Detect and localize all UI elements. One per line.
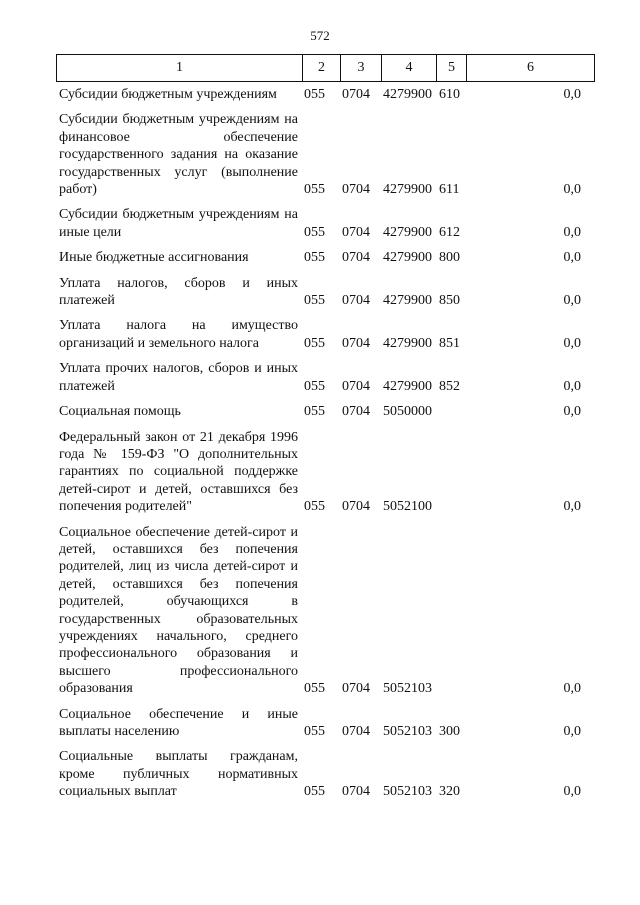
table-row [56, 275, 595, 310]
row-col-3: 0704 [342, 182, 370, 198]
row-name: Субсидии бюджетным учреждениям на финансовое обеспечение государственного задания на оказание государственных услуг (выполнение работ) [59, 112, 298, 198]
row-col-4: 4279900 [383, 182, 432, 198]
row-col-3: 0704 [342, 724, 370, 739]
row-col-2: 055 [304, 182, 325, 198]
header-col-3: 3 [341, 55, 382, 81]
row-col-3: 0704 [342, 87, 370, 102]
row-col-6: 0,0 [563, 182, 581, 198]
row-col-6: 0,0 [563, 499, 581, 515]
row-col-4: 4279900 [383, 378, 432, 394]
row-name: Уплата налога на имущество организаций и земельного налога [59, 318, 298, 351]
row-col-4: 4279900 [383, 224, 432, 240]
row-col-2: 055 [304, 224, 325, 240]
header-col-1: 1 [57, 55, 303, 81]
row-col-2: 055 [304, 724, 325, 739]
row-name: Социальное обеспечение детей-сирот и детей, оставшихся без попечения родителей, лиц из числа детей-сирот и детей, оставшихся без попечения родителей, обучающихся в государственных образовательных учреждениях начального, среднего профессионального образования и высшего профессионального образования [59, 524, 298, 697]
row-col-4: 4279900 [383, 87, 432, 102]
row-col-6: 0,0 [563, 681, 581, 697]
row-col-5: 610 [439, 87, 460, 102]
table-row [56, 86, 595, 103]
row-col-2: 055 [304, 681, 325, 697]
table-header [56, 54, 595, 82]
row-col-4: 5052100 [383, 499, 432, 515]
row-col-4: 5052103 [383, 681, 432, 697]
row-col-2: 055 [304, 293, 325, 309]
table-body [56, 82, 595, 801]
table-row [56, 706, 595, 741]
row-col-3: 0704 [342, 499, 370, 515]
row-col-2: 055 [304, 87, 325, 102]
table-row [56, 429, 595, 516]
row-col-6: 0,0 [563, 784, 581, 800]
row-name: Уплата прочих налогов, сборов и иных платежей [59, 361, 298, 394]
row-col-6: 0,0 [563, 87, 581, 102]
row-col-3: 0704 [342, 784, 370, 800]
row-col-6: 0,0 [563, 724, 581, 739]
row-col-2: 055 [304, 335, 325, 351]
row-col-3: 0704 [342, 250, 370, 266]
table-row [56, 524, 595, 698]
row-col-4: 5050000 [383, 404, 432, 420]
table-row [56, 317, 595, 352]
row-col-2: 055 [304, 378, 325, 394]
table-row [56, 111, 595, 198]
row-name: Федеральный закон от 21 декабря 1996 года № 159-ФЗ "О дополнительных гарантиях по социальной поддержке детей-сирот и детей, оставшихся без попечения родителей" [59, 429, 298, 515]
row-col-4: 4279900 [383, 335, 432, 351]
row-col-5: 800 [439, 250, 460, 266]
row-name: Социальные выплаты гражданам, кроме публичных нормативных социальных выплат [59, 749, 298, 800]
row-col-3: 0704 [342, 293, 370, 309]
row-col-4: 5052103 [383, 784, 432, 800]
table-row [56, 360, 595, 395]
row-col-6: 0,0 [563, 224, 581, 240]
table-row [56, 206, 595, 241]
row-col-2: 055 [304, 404, 325, 420]
row-name: Социальная помощь [59, 404, 181, 420]
row-col-2: 055 [304, 250, 325, 266]
row-col-5: 611 [439, 182, 460, 198]
row-name: Иные бюджетные ассигнования [59, 250, 249, 266]
row-col-5: 851 [439, 335, 460, 351]
row-col-4: 4279900 [383, 250, 432, 266]
row-col-3: 0704 [342, 335, 370, 351]
row-col-3: 0704 [342, 378, 370, 394]
row-col-3: 0704 [342, 224, 370, 240]
row-col-3: 0704 [342, 404, 370, 420]
header-col-4: 4 [382, 55, 437, 81]
row-col-2: 055 [304, 499, 325, 515]
row-col-3: 0704 [342, 681, 370, 697]
row-name: Субсидии бюджетным учреждениям на иные цели [59, 207, 298, 240]
row-name: Субсидии бюджетным учреждениям [59, 87, 277, 102]
page-number: 572 [310, 28, 330, 43]
row-name: Уплата налогов, сборов и иных платежей [59, 275, 298, 309]
row-col-2: 055 [304, 784, 325, 800]
row-col-5: 300 [439, 724, 460, 739]
row-col-6: 0,0 [563, 335, 581, 351]
row-col-6: 0,0 [563, 378, 581, 394]
row-col-6: 0,0 [563, 293, 581, 309]
header-col-5: 5 [437, 55, 467, 81]
row-col-6: 0,0 [563, 250, 581, 266]
row-name: Социальное обеспечение и иные выплаты населению [59, 706, 298, 739]
table-row [56, 748, 595, 800]
table-row [56, 403, 595, 420]
header-col-6: 6 [527, 60, 534, 75]
row-col-4: 4279900 [383, 293, 432, 309]
row-col-6: 0,0 [563, 404, 581, 420]
header-col-2: 2 [303, 55, 341, 81]
row-col-5: 612 [439, 224, 460, 240]
row-col-4: 5052103 [383, 724, 432, 739]
table-row [56, 249, 595, 266]
row-col-5: 320 [439, 784, 460, 800]
row-col-5: 850 [439, 293, 460, 309]
row-col-5: 852 [439, 378, 460, 394]
